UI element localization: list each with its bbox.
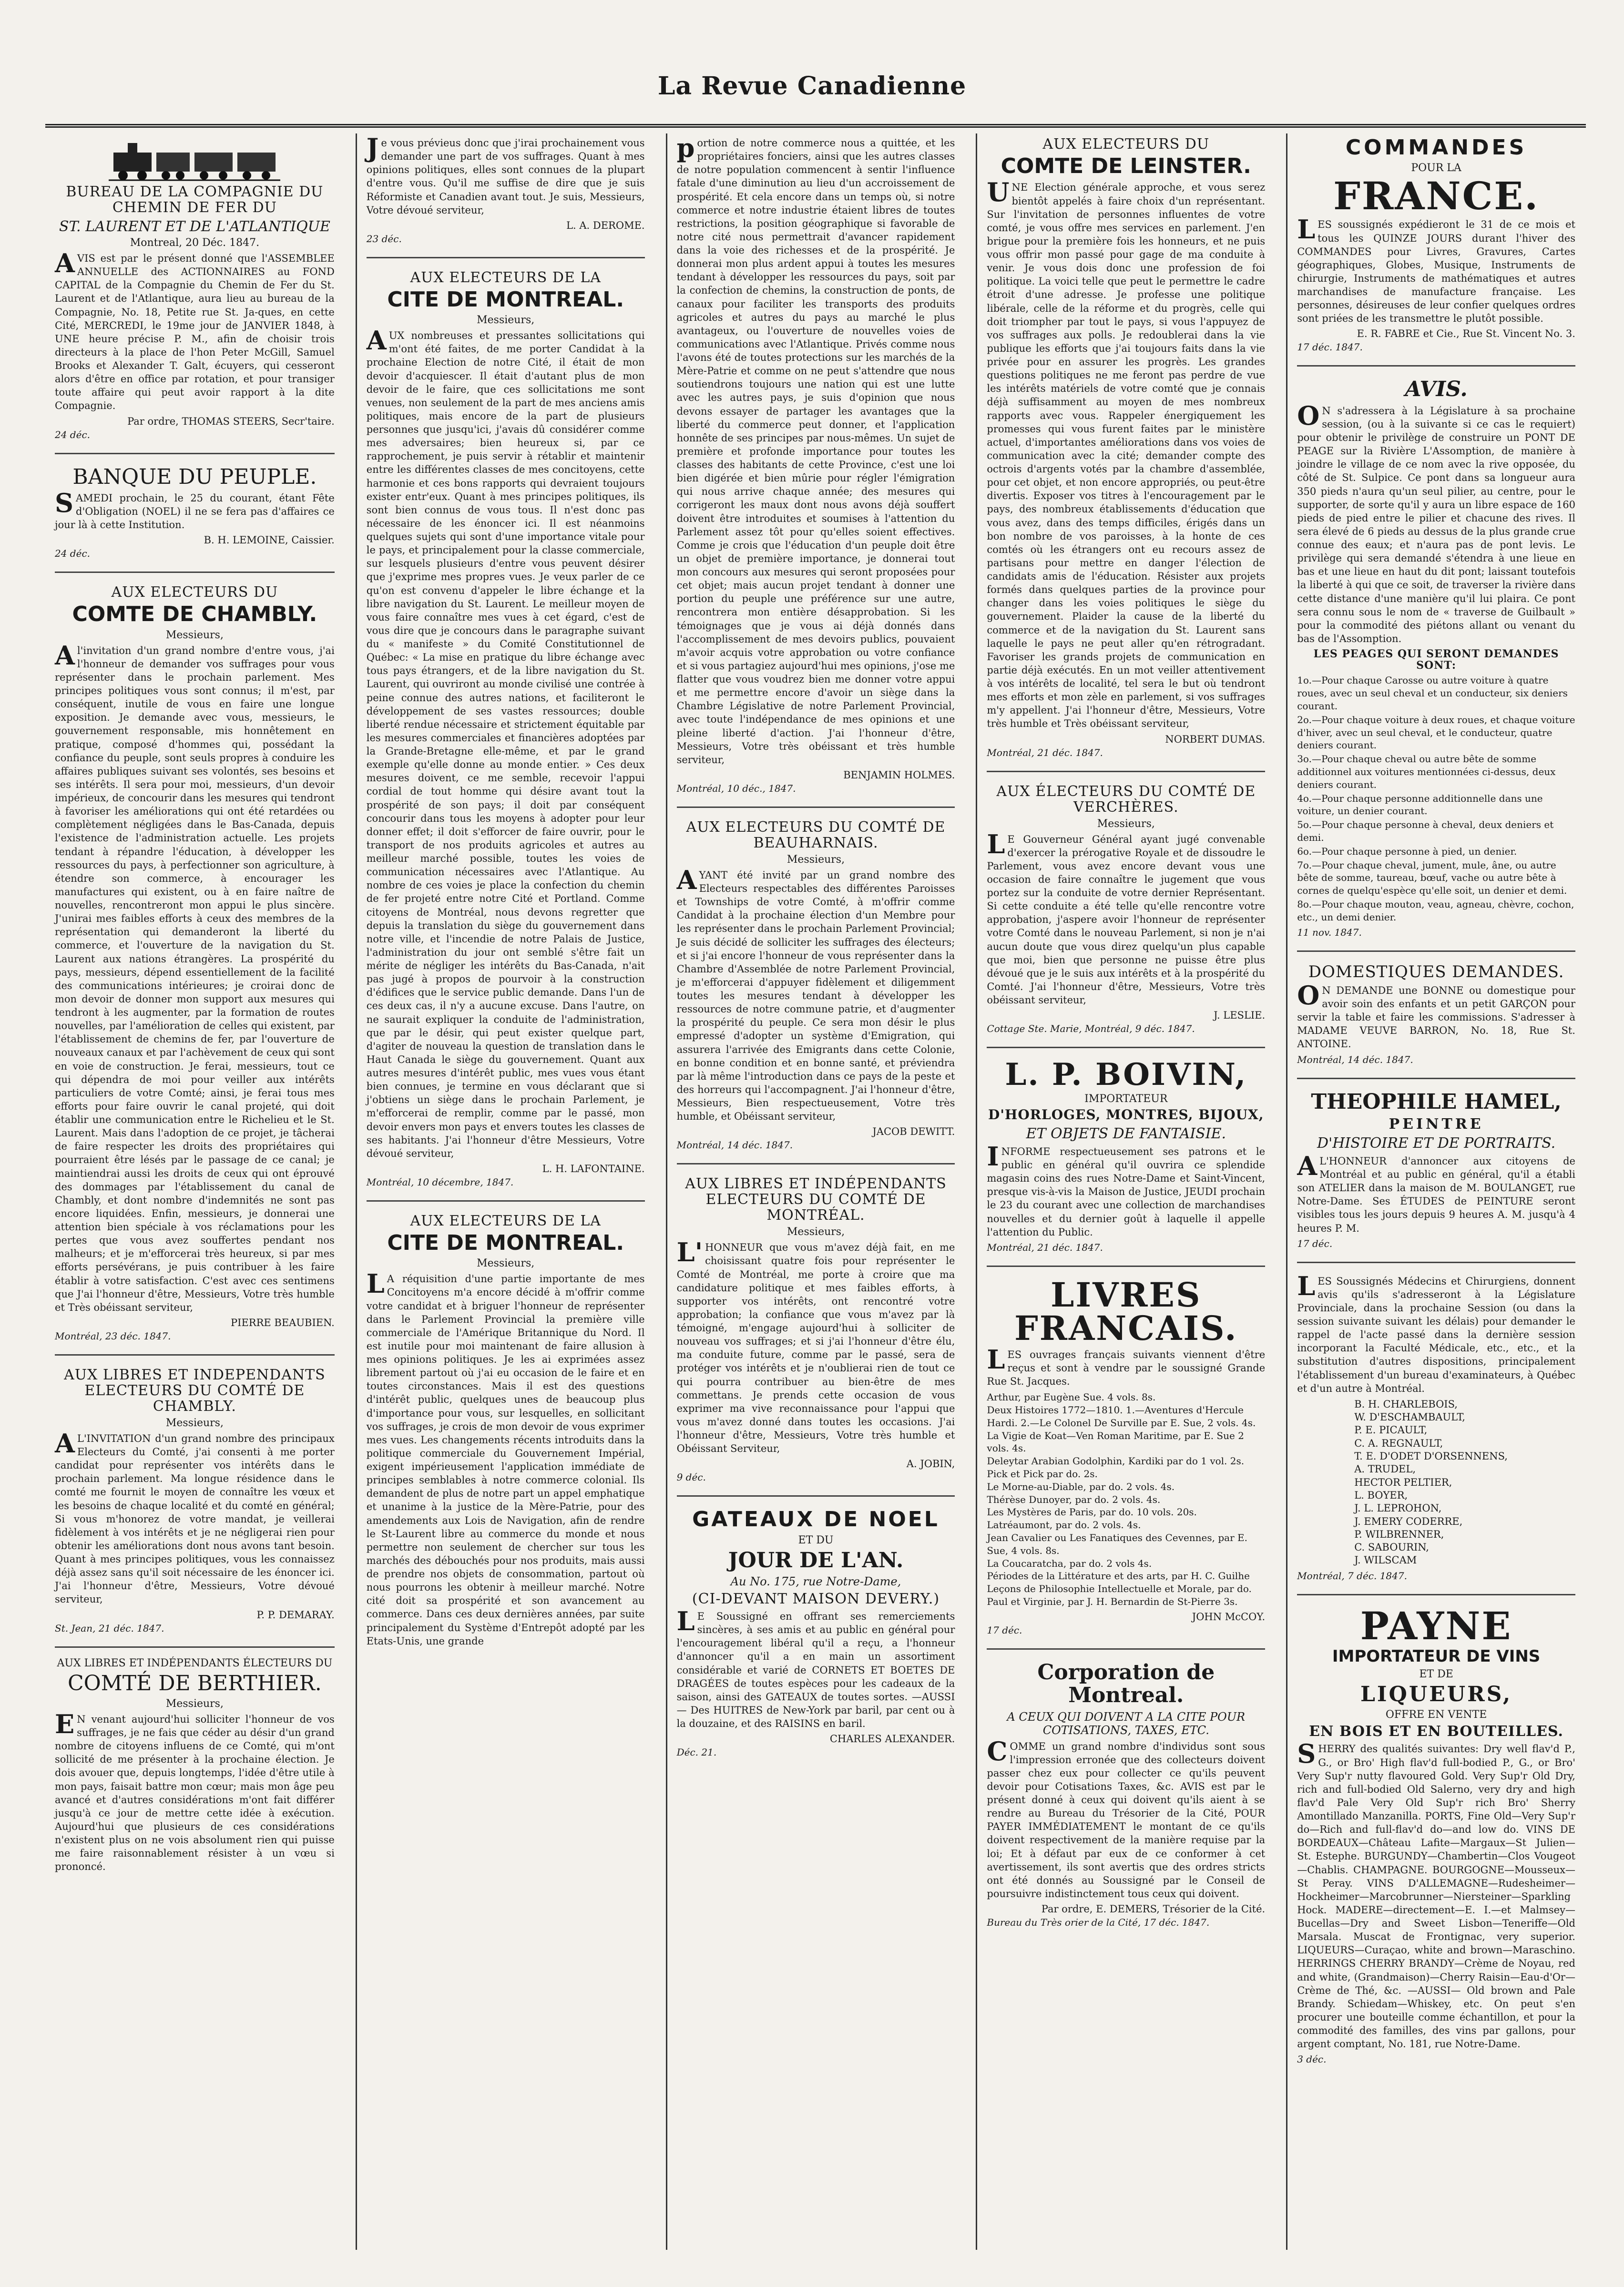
list-item: HECTOR PELTIER,	[1354, 1476, 1452, 1488]
list-item: 5o.—Pour chaque personne à cheval, deux deniers et demi.	[1297, 819, 1554, 843]
hamel-body: AL'HONNEUR d'annoncer aux citoyens de Montréal et au public en général, qu'il a établi son ATELIER dans la maison de M. BOULANGET, rue Notre-Dame. Ses ÉTUDES de PEINTURE seront visibles tous les jours depuis 9 heures A. M. jusqu'à 4 heures P. M.	[1297, 1150, 1575, 1234]
berthier-pre: AUX LIBRES ET INDÉPENDANTS ÉLECTEURS DU	[57, 1657, 333, 1669]
berthier-body: EN venant aujourd'hui solliciter l'honneur de vos suffrages, je ne fais que céder au désir d'un grand nombre de citoyens influens de ce Comté, qui m'ont sollicité de me présenter à la prochaine élection. Je dois avouer que, depuis longtemps, l'idée d'être utile à mon pays, faisait battre mon cœur; mais mon âge peu avancé et d'autres considérations m'ont fait différer jusqu'à ce jour de mettre cette idée à exécution. Aujourd'hui que plusieurs de ces considérations n'existent plus on ne vois absolument rien qui puisse me faire raisonnablement résister à un vœu si prononcé.	[55, 1708, 335, 1873]
article-gateaux	[677, 1495, 955, 1758]
list-item: C. SABOURIN,	[1354, 1542, 1429, 1553]
commandes-title2: FRANCE.	[1333, 174, 1540, 219]
boivin-italic: ET OBJETS DE FANTAISIE.	[1026, 1125, 1226, 1142]
list-item: Les Mystères de Paris, par do. 10 vols. 20s.	[987, 1506, 1197, 1518]
beauharnais-body: AYANT été invité par un grand nombre des Electeurs respectables des différentes Paroisses et Townships de votre Comté, à m'offrir comme Candidat à la prochaine élection d'un Membre pour les représenter dans le prochain Parlement Provincial; Je suis décidé de solliciter les suffrages des électeurs; et si j'ai encore l'honneur de vous représenter dans la Chambre d'Assemblée de notre Parlement Provincial, je m'efforcerai d'appuyer fidèlement et diligemment toutes les mesures tendant à développer les ressources de notre commune patrie, et d'augmenter la prospérité du peuple. Ce sera mon désir le plus empressé d'adopter un système d'Emigration, qui assurera l'arrivée des Emigrants dans cette Colonie, en bonne condition et en bonne santé, et préviendra par là même l'introduction dans ce pays de la peste et des horreurs qui l'accompagnent. J'ai l'honneur d'être, Messieurs, Bien respectueusement, Votre très humble, et Obéissant serviteur,	[676, 864, 955, 1123]
gateaux-body: LE Soussigné en offrant ses remerciements sincères, à ses amis et au public en général pour l'encouragement libéral qu'il a reçu, a l'honneur d'annoncer qu'il a en main un assortiment considérable et varié de CORNETS ET BOETES DE DRAGÉES de toutes espèces pour les cadeaux de la saison, ainsi des GATEAUX de toutes sortes. —AUSSI— Des HUITRES de New-York par baril, par cent ou à la douzaine, et des RAISINS en baril.	[676, 1606, 955, 1730]
corporation-signature: Par ordre, E. DEMERS, Trésorier de la Cité.	[1041, 1903, 1266, 1915]
chemin-date: 24 déc.	[55, 429, 91, 440]
montreal3-signature: A. JOBIN,	[906, 1458, 955, 1470]
corporation-title: Corporation de Montreal.	[1037, 1660, 1215, 1708]
payne-date: 3 déc.	[1297, 2053, 1327, 2065]
vercheres-salut: Messieurs,	[1097, 817, 1155, 830]
payne-sub: IMPORTATEUR DE VINS	[1332, 1646, 1541, 1666]
article-beauharnais	[677, 807, 955, 1151]
payne-body: SHERRY des qualités suivantes: Dry well flav'd P., G., or Bro' High flav'd full-bodied P., G., or Bro' Very Sup'r nutty flavoured Gold. Very Sup'r Old Dry, rich and full-bodied Old Salerno, very dry and high flav'd Pale Very Old Sup'r rich Bro' Sherry Amontillado Manzanilla. PORTS, Fine Old—Very Sup'r do—Rich and full-flav'd do—and low do. VINS DE BORDEAUX—Château Lafite—Margaux—St Julien—St. Estephe. BURGUNDY—Chambertin—Clos Vougeot—Chablis. CHAMPAGNE. BOURGOGNE—Mousseux—St Peray. VINS D'ALLEMAGNE—Rudesheimer—Hockheimer—Marcobrunner—Niersteiner—Sparkling Hock. MADERE—directement—E. I.—et Malmsey—Bucellas—Dry and Sweet Lisbon—Teneriffe—Old Marsala. Muscat de Frontignac, very superior. LIQUEURS—Curaçao, white and brown—Maraschino. HERRINGS CHERRY BRANDY—Crème de Noyau, red and white, (Grandmaison)—Cherry Raisin—Eau-d'Or—Crème de Thé, &c. —AUSSI— Old brown and Pale Brandy. Schiedam—Whiskey, etc. On peut s'en procurer une bouteille comme échantillon, et pour la commodité des familles, des vins par gallons, pour argent comptant, No. 181, rue Notre-Dame.	[1297, 1738, 1575, 2050]
chambly-pre: AUX ELECTEURS DU	[111, 584, 278, 601]
newspaper-columns	[45, 133, 1585, 2250]
derome-date: 23 déc.	[366, 233, 402, 245]
derome-body: Je vous prévieus donc que j'irai prochainement vous demander une part de vos suffrages. Quant à mes opinions politiques, elles sont connues de la plupart d'entre vous. Qu'il me suffise de dire que je suis Réformiste et Canadien avant tout. Je suis, Messieurs, Votre dévoué serviteur,	[366, 133, 645, 216]
gateaux-signature: CHARLES ALEXANDER.	[829, 1733, 955, 1745]
livres-title: LIVRES FRANCAIS.	[1014, 1275, 1238, 1348]
chemin-dateline: Montreal, 20 Déc. 1847.	[130, 237, 260, 249]
list-item: Paul et Virginie, par J. H. Bernardin de St-Pierre 3s.	[987, 1595, 1238, 1607]
list-item: P. E. PICAULT,	[1354, 1424, 1428, 1436]
list-item: Jean Cavalier ou Les Fanatiques des Cevennes, par E. Sue, 4 vols. 8s.	[987, 1531, 1247, 1556]
holmes-date: Montréal, 10 déc., 1847.	[676, 782, 796, 794]
chemin-subtitle: ST. LAURENT ET DE L'ATLANTIQUE	[59, 218, 330, 235]
montreal1-salut: Messieurs,	[477, 314, 535, 327]
livres-body: LES ouvrages français suivants viennent d'être reçus et sont à vendre par le soussigné Grande Rue St. Jacques.	[987, 1344, 1266, 1388]
montreal3-salut: Messieurs,	[786, 1226, 845, 1238]
berthier-salut: Messieurs,	[165, 1697, 224, 1710]
gateaux-address: Au No. 175, rue Notre-Dame,	[730, 1575, 901, 1589]
list-item: Thérèse Dunoyer, par do. 2 vols. 4s.	[987, 1493, 1161, 1505]
column-3	[666, 133, 965, 2250]
boivin-sub: IMPORTATEUR	[1084, 1093, 1168, 1105]
montreal1-date: Montréal, 10 décembre, 1847.	[366, 1176, 514, 1188]
montreal1-body: AUX nombreuses et pressantes sollicitations qui m'ont été faites, de me porter Candidat à la prochaine Election de notre Cité, il était de mon devoir d'acquiescer. Il était d'autant plus de mon devoir de le faire, que ces sollicitations me sont venues, non seulement de la part de mes anciens amis politiques, mais encore de la part de plusieurs personnes que jusqu'ici, j'avais dû considérer comme mes adversaires; bien heureux si, par ce rapprochement, je puis servir à rétablir et maintenir entre les différentes classes de mes concitoyens, cette harmonie et ces bons rapports qui devraient toujours exister entr'eux. Quant à mes principes politiques, ils sont bien connus de vous tous. Il n'est donc pas nécessaire de les énoncer ici. Il est néanmoins quelques sujets qui sont d'une importance vitale pour le pays, et principalement pour la classe commerciale, sur lesquels plusieurs d'entre vous peuvent désirer que j'exprime mes propres vues. Je veux parler de ce qu'on est convenu d'appeler le libre échange et la libre navigation du St. Laurent. Le meilleur moyen de vous faire connaître mes vues à cet égard, c'est de vous dire que je concours dans le paragraphe suivant du « manifeste » du Comité Constitutionnel de Québec: « La mise en pratique du libre échange avec tous pays étrangers, et de la libre navigation du St. Laurent, qui ouvriront au monde civilisé une contrée à peine connue des autres nations, et faciliteront le développement de ses vastes ressources; double liberté rendue nécessaire et strictement équitable par les mesures commerciales et financières adoptées par la Grande-Bretagne elle-même, et par le grand exemple qu'elle donne au monde entier. » Ces deux mesures doivent, ce me semble, recevoir l'appui cordial de tout homme qui désire avant tout la prospérité de son pays; il doit par conséquent concourir dans tous les moyens à adopter pour leur donner effet; il doit s'efforcer de faire ouvrir, pour le transport de nos produits agricoles et autres au meilleur marché possible, toutes les voies de communication nécessaires avec l'Atlantique. Au nombre de ces voies je place la confection du chemin de fer projeté entre notre Cité et Portland. Comme citoyens de Montréal, nous devons regretter que depuis la translation du siège du gouvernement dans notre ville, et l'incendie de notre Palais de Justice, l'administration du jour ont semblé s'être fait un mérite de négliger les intérêts du Bas-Canada, n'ait pas jugé à propos de pourvoir à la construction d'édifices que le service public demande. Dans l'un de ces deux cas, il n'y a aucune excuse. Dans l'autre, on ne saurait expliquer la conduite de l'administration, que par le désir, qui peut exister quelque part, d'agiter de nouveau la question de translation dans le Haut Canada le siège du gouvernement. Quant aux autres mesures d'intérêt public, mes vues vous étant bien connues, je termine en vous déclarant que si j'obtiens un siège dans le prochain Parlement, je m'efforcerai de remplir, comme par le passé, mon devoir envers mon pays et envers toutes les classes de ses habitants. J'ai l'honneur d'être Messieurs, Votre dévoué serviteur,	[366, 325, 645, 1159]
peages-list	[1297, 674, 1575, 923]
chambly2-body: AL'INVITATION d'un grand nombre des principaux Electeurs du Comté, j'ai consenti à me porter candidat pour représenter vos intérêts dans le prochain parlement. Ma longue résidence dans le comté me fournit le moyen de connaître les vœux et les besoins de chaque localité et du comté en général; Si vous m'honorez de votre mandat, je veillerai fidèlement à vos intérêts et je ne négligerai rien pour obtenir les améliorations dont nous avons tant besoin. Quant à mes principes politiques, vous les connaissez déjà assez sans qu'il soit nécessaire de les énoncer ici. J'ai l'honneur d'être, Messieurs, Votre dévoué serviteur,	[55, 1428, 335, 1605]
leinster-date: Montréal, 21 déc. 1847.	[987, 746, 1103, 758]
article-chambly	[55, 572, 335, 1342]
chambly2-signature: P. P. DEMARAY.	[256, 1609, 335, 1621]
hamel-title: THEOPHILE HAMEL,	[1311, 1089, 1562, 1114]
list-item: 2o.—Pour chaque voiture à deux roues, et chaque voiture d'hiver, avec un seul cheval, et le conducteur, quatre deniers courant.	[1297, 714, 1575, 751]
montreal3-date: 9 déc.	[676, 1471, 706, 1483]
chambly-salut: Messieurs,	[165, 629, 224, 641]
leinster-body: UNE Election générale approche, et vous serez bientôt appelés à faire choix d'un représentant. Sur l'invitation de personnes influentes de votre comté, je vous offre mes services en parlement. J'en brigue pour la première fois les honneurs, et ne puis vous offrir mon passé pour gage de ma conduite à venir. Je vous dois donc une profession de foi politique. La voici telle que peut le permettre le cadre étroit d'une adresse. Je professe une politique libérale, celle de la réforme et du progrès, celle qui doit triompher par tout le pays, si vous l'appuyez de vos suffrages aux polls. Je redoublerai dans la vie publique les efforts que j'ai toujours faits dans la vie privée pour en assurer les progrès. Les grandes questions politiques ne me feront pas perdre de vue les intérêts matériels de votre comté que je connais déjà suffisamment au moyen de mes nombreux rapports avec vous. Rappeler énergiquement les promesses qui vous furent faites par le ministère actuel, d'importantes améliorations dans vos voies de communication avec la cité; demander compte des octrois d'argents votés par la chambre d'assemblée, pour cet objet, et non encore appropriés, ou peut-être divertis. Exposer vos titres à l'encouragement par le pays, des nombreux établissements d'éducation que vous avez, dans des temps difficiles, érigés dans un bon nombre de vos paroisses, à la honte de ces comtés où les étrangers ont eu recours assez de partisans pour mettre en danger l'élection de candidats amis de l'éducation. Résister aux projets formés dans quelques parties de la province pour changer dans les voies politiques le siège du gouvernement. Plaider la cause de la liberté du commerce et de la navigation du St. Laurent sans laquelle le pays ne peut aller qu'en rétrogradant. Favoriser les grands projets de communication en partie déjà exécutés. En un mot veiller attentivement à vos intérêts de localité, tel sera le but où tendront mes efforts et mon zèle en parlement, si vos suffrages m'y appellent. J'ai l'honneur d'être, Messieurs, Votre très humble et Très obéissant serviteur,	[987, 177, 1266, 730]
banque-date: 24 déc.	[55, 548, 91, 560]
article-chambly-2	[55, 1354, 335, 1634]
article-chemin-de-fer	[55, 138, 335, 440]
article-leinster	[987, 136, 1265, 758]
commandes-title: COMMANDES	[1345, 135, 1527, 160]
montreal2-body: LA réquisition d'une partie importante de mes Concitoyens m'a encore décidé à m'offrir comme votre candidat et à briguer l'honneur de représenter dans le Parlement Provincial la première ville commerciale de l'Amérique Britannique du Nord. Il est inutile pour moi maintenant de faire allusion à mes opinions politiques. Je les ai exprimées assez librement partout où j'ai eu occasion de le faire et en toutes circonstances. Mais il est des questions d'intérêt public, quelques unes de beaucoup plus d'importance pour vous, sur lesquelles, en sollicitant vos suffrages, je crois de mon devoir de vous exprimer mes vues. Les changements récents introduits dans la politique commerciale du Gouvernement Impérial, exigent impérieusement l'application immédiate de principes semblables à notre commerce colonial. Ils demandent de plus de notre part un appel emphatique et unanime à la justice de la Mère-Patrie, pour des amendements aux Lois de Navigation, afin de rendre le St-Laurent libre au commerce du monde et nous permettre non seulement de chercher sur tous les marchés des débouchés pour nos produits, mais aussi de prendre nos objets de consommation, partout où nous pourrons les obtenir à meilleur marché. Notre cité doit sa prospérité et son avancement au commerce. Dans ces deux dernières années, par suite principalement du Système d'Entrepôt adopté par les Etats-Unis, une grande	[366, 1268, 645, 1647]
medecins-body: LES Soussignés Médecins et Chirurgiens, donnent avis qu'ils s'adresseront à la Législature Provinciale, dans la prochaine Session (ou dans la session suivante suivant les délais) pour demander le rappel de l'acte passé dans la dernière session incorporant la Faculté Médicale, etc., etc., et la substitution d'autres dispositions, principalement l'établissement d'un bureau d'examinateurs, à Québec et d'un autre à Montréal.	[1297, 1270, 1575, 1394]
commandes-mid: POUR LA	[1411, 162, 1461, 174]
banque-signature: B. H. LEMOINE, Caissier.	[204, 534, 335, 546]
chambly2-title: AUX LIBRES ET INDEPENDANTS ELECTEURS DU COMTÉ DE CHAMBLY.	[64, 1366, 326, 1415]
beauharnais-signature: JACOB DEWITT.	[872, 1126, 955, 1138]
avis-body: ON s'adressera à la Législature à sa prochaine session, (ou à la suivante si ce cas le requiert) pour obtenir le privilège de construire un PONT DE PEAGE sur la Rivière L'Assomption, de manière à joindre le village de ce nom avec la rive opposée, du côté de St. Sulpice. Ce pont dans sa longueur aura 350 pieds n'aura qu'un seul pilier, au centre, pour le supporter, de sorte qu'il y aura un libre espace de 160 pieds de pied entre le pilier et chacune des rives. Il sera élevé de 6 pieds au dessus de la plus grande crue connue des eaux; et n'aura pas de pont levis. Le privilège qui sera demandé s'étendra à une lieue en bas et une lieue en haut du dit pont; laissant toutefois la liberté à qui que ce soit, de traverser la rivière dans cette distance d'une manière qu'il lui plaira. Ce pont sera connu sous le nom de « traverse de Guilbault » pour la commodité des piétons allant ou venant du bas de l'Assomption.	[1297, 400, 1575, 644]
payne-sub2: EN BOIS ET EN BOUTEILLES.	[1309, 1723, 1563, 1740]
hamel-date: 17 déc.	[1297, 1237, 1333, 1249]
montreal3-title: AUX LIBRES ET INDÉPENDANTS ELECTEURS DU COMTÉ DE MONTRÉAL.	[685, 1175, 947, 1224]
vercheres-date: Cottage Ste. Marie, Montréal, 9 déc. 1847.	[987, 1023, 1195, 1035]
vercheres-body: LE Gouverneur Général ayant jugé convenable d'exercer la prérogative Royale et de dissoudre le Parlement, vous avez encore devant vous une occasion de faire connaître le jugement que vous portez sur la conduite de votre dernier Représentant. Si cette conduite a été telle qu'elle rencontre votre approbation, j'aspere avoir l'honneur de représenter votre Comté dans le nouveau Parlement, si non je n'ai aucun doute que vous direz quelqu'un plus capable que moi, bien que personne ne puisse être plus dévoué que je le suis aux intérêts et à la prospérité du Comté. J'ai l'honneur d'être, Messieurs, Votre très obéissant serviteur,	[987, 828, 1266, 1006]
list-item: Le Morne-au-Diable, par do. 2 vols. 4s.	[987, 1480, 1175, 1492]
corporation-date: Bureau du Très orier de la Cité, 17 déc. 1847.	[987, 1917, 1210, 1929]
chemin-signature: Par ordre, THOMAS STEERS, Secr'taire.	[127, 415, 335, 427]
holmes-signature: BENJAMIN HOLMES.	[843, 769, 955, 781]
gateaux-mid: ET DU	[798, 1534, 834, 1546]
montreal2-pre: AUX ELECTEURS DE LA	[410, 1212, 601, 1229]
list-item: C. A. REGNAULT,	[1354, 1437, 1443, 1449]
list-item: 1o.—Pour chaque Carosse ou autre voiture à quatre roues, avec un seul cheval et un conducteur, six deniers courant.	[1297, 674, 1568, 712]
article-derome	[366, 133, 645, 245]
montreal1-signature: L. H. LAFONTAINE.	[542, 1163, 645, 1174]
chambly-title: COMTE DE CHAMBLY.	[72, 602, 317, 627]
payne-mid: ET DE	[1419, 1668, 1453, 1681]
article-corporation	[987, 1648, 1265, 1928]
gateaux-former: (CI-DEVANT MAISON DEVERY.)	[692, 1591, 940, 1608]
list-item: B. H. CHARLEBOIS,	[1354, 1398, 1458, 1410]
montreal3-body: L'HONNEUR que vous m'avez déjà fait, en me choisissant quatre fois pour représenter le Comté de Montréal, me porte à croire que ma candidature politique et mes faibles efforts, à supporter vos intérêts, ont rencontré votre approbation; la confiance que vous m'avez par là témoigné, m'engage aujourd'hui à solliciter de nouveau vos suffrages; et si j'ai l'honneur d'être élu, ma conduite future, comme par le passé, sera de protéger vos intérêts et je n'oublierai rien de tout ce qui pourra contribuer au bien-être de mes commettans. Je prends cette occasion de vous exprimer ma vive reconnaissance pour l'appui que vous m'avez donné dans toutes les occasions. J'ai l'honneur d'être, Messieurs, Votre très humble et Obéissant Serviteur,	[676, 1237, 955, 1455]
list-item: 7o.—Pour chaque cheval, jument, mule, âne, ou autre bête de somme, taureau, bœuf, vache ou autre bête à cornes de quelqu'espèce qu'elle soit, un denier et demi.	[1297, 859, 1567, 897]
list-item: 8o.—Pour chaque mouton, veau, agneau, chèvre, cochon, etc., un demi denier.	[1297, 898, 1574, 923]
commandes-body: LES soussignés expédieront le 31 de ce mois et tous les QUINZE JOURS durant l'hiver des COMMANDES pour Livres, Gravures, Cartes géographiques, Globes, Musique, Instruments de chirurgie, Instruments de mathématiques et autres marchandises de manufacture française. Les personnes, désireuses de leur confier quelques ordres sont priées de les transmettre le plutôt possible.	[1297, 214, 1575, 325]
hamel-sub: PEINTRE	[1389, 1115, 1484, 1133]
avis-date: 11 nov. 1847.	[1297, 926, 1362, 938]
gateaux-title2: JOUR DE L'AN.	[728, 1548, 904, 1572]
list-item: Pick et Pick par do. 2s.	[987, 1468, 1098, 1480]
list-item: Arthur, par Eugène Sue. 4 vols. 8s.	[987, 1391, 1156, 1403]
article-montreal-holmes	[367, 1200, 645, 1648]
berthier-title: COMTÉ DE BERTHIER.	[68, 1671, 322, 1695]
column-1	[45, 133, 344, 2250]
masthead: La Revue Canadienne	[657, 71, 967, 101]
column-2	[356, 133, 654, 2250]
chambly2-date: St. Jean, 21 déc. 1847.	[55, 1622, 164, 1634]
list-item: J. L. LEPROHON,	[1354, 1502, 1442, 1514]
vercheres-title: AUX ÉLECTEURS DU COMTÉ DE VERCHÈRES.	[996, 783, 1256, 816]
leinster-pre: AUX ELECTEURS DU	[1042, 136, 1210, 153]
article-montreal-lafontaine	[367, 257, 645, 1188]
domestiques-body: ON DEMANDE une BONNE ou domestique pour avoir soin des enfants et un petit GARÇON pour servir la table et faire les commissions. S'adresser à MADAME VEUVE BARRON, No. 18, Rue St. ANTOINE.	[1297, 980, 1575, 1050]
leinster-signature: NORBERT DUMAS.	[1165, 733, 1266, 745]
avis-title: AVIS.	[1405, 377, 1468, 402]
article-holmes-cont	[676, 133, 955, 794]
payne-title2: LIQUEURS,	[1360, 1682, 1512, 1707]
corporation-body: COMME un grand nombre d'individus sont sous l'impression erronée que des collecteurs doivent passer chez eux pour collecter ce qu'ils peuvent devoir pour Cotisations Taxes, &c. AVIS est par le présent donné à ceux qui doivent qu'ils aient à se rendre au Bureau du Trésorier de la Cité, POUR PAYER IMMÉDIATEMENT le montant de ce qu'ils doivent respectivement de la manière requise par la loi; Et à défaut par eux de ce conformer à cet avertissement, ils sont avertis que des ordres stricts ont été donnés au Soussigné par le Conseil de poursuivre indistinctement tous ceux qui doivent.	[987, 1736, 1266, 1899]
corporation-italic: A CEUX QUI DOIVENT A LA CITE POUR COTISATIONS, TAXES, ETC.	[1007, 1710, 1246, 1737]
list-item: A. TRUDEL,	[1354, 1463, 1416, 1475]
list-item: T. E. D'ODET D'ORSENNENS,	[1354, 1450, 1508, 1462]
masthead-rule	[45, 124, 1586, 128]
boivin-title2: D'HORLOGES, MONTRES, BIJOUX,	[988, 1107, 1264, 1123]
domestiques-date: Montréal, 14 déc. 1847.	[1297, 1053, 1413, 1065]
article-boivin	[987, 1047, 1265, 1253]
beauharnais-title: AUX ELECTEURS DU COMTÉ DE BEAUHARNAIS.	[686, 818, 946, 851]
article-medecins	[1297, 1262, 1575, 1582]
article-banque	[55, 453, 335, 560]
article-vercheres	[987, 771, 1265, 1035]
montreal1-title: CITE DE MONTREAL.	[387, 287, 624, 312]
list-item: W. D'ESCHAMBAULT,	[1354, 1411, 1465, 1423]
gateaux-title: GATEAUX DE NOEL	[692, 1507, 940, 1532]
boivin-body: INFORME respectueusement ses patrons et le public en général qu'il ouvrira ce splendide magasin coins des rues Notre-Dame et Saint-Vincent, presque vis-à-vis la Maison de Justice, JEUDI prochain le 23 du courant avec une collection de marchandises nouvelles et du dernier goût à laquelle il appelle l'attention du Public.	[987, 1141, 1266, 1238]
chemin-body: AVIS est par le présent donné que l'ASSEMBLEE ANNUELLE des ACTIONNAIRES au FOND CAPITAL de la Compagnie du Chemin de Fer du St. Laurent et de l'Atlantique, aura lieu au bureau de la Compagnie, No. 18, Petite rue St. Ja-ques, en cette Cité, MERCREDI, le 19me jour de JANVIER 1848, à UNE heure précise P. M., afin de choisir trois directeurs à la place de l'hon Peter McGill, Samuel Brooks et Alexander T. Galt, écuyers, qui cesseront alors d'être en office par rotation, et pour transiger toute affaire qui peut avoir rapport à la dite Compagnie.	[55, 248, 335, 412]
list-item: J. EMERY CODERRE,	[1354, 1515, 1463, 1527]
article-avis-pont	[1297, 365, 1575, 938]
montreal1-pre: AUX ELECTEURS DE LA	[410, 269, 601, 286]
list-item: Deux Histoires 1772—1810. 1.—Aventures d'Hercule Hardi. 2.—Le Colonel De Surville par E. Sue, 2 vols. 4s.	[987, 1404, 1256, 1429]
chemin-title: BUREAU DE LA COMPAGNIE DU CHEMIN DE FER DU	[66, 184, 324, 216]
article-payne	[1297, 1594, 1575, 2065]
list-item: P. WILBRENNER,	[1354, 1528, 1444, 1540]
list-item: 4o.—Pour chaque personne additionnelle dans une voiture, un denier courant.	[1297, 792, 1543, 817]
medecins-names	[1354, 1398, 1575, 1567]
avis-subhead: LES PEAGES QUI SERONT DEMANDES SONT:	[1313, 648, 1559, 672]
list-item: Latréaumont, par do. 2 vols. 4s.	[987, 1519, 1141, 1531]
holmes-body: portion de notre commerce nous a quittée, et les propriétaires fonciers, ainsi que les autres classes de notre population commencent à sentir l'influence fatale d'une diminution au lieu d'un accroissement de prospérité. Et cela encore dans un temps où, si notre commerce et notre industrie étaient libres de toutes restrictions, la position géographique si favorable de notre cité nous permettrait d'avancer rapidement dans la voie des richesses et de la prospérité. Je donnerai mon plus ardent appui à toutes les mesures tendant à développer les ressources du pays, soit par la confection de chemins, la construction de ponts, de canaux pour faciliter les transports des produits agricoles et autres du pays au marché le plus avantageux, ou l'ouverture de nouvelles voies de communications avec l'Atlantique. Privés comme nous l'avons été de toutes protections sur les marchés de la Mère-Patrie et comme on ne peut s'attendre que nous soutiendrons toujours une nation qui est une lutte avec les autres pays, je suis d'opinion que nous devons essayer de partager les avantages que la liberté du commerce peut donner, et l'application honnête de ses principes par nous-mêmes. Un sujet de première et profonde importance pour toutes les classes des habitants de cette Province, c'est une loi bien digérée et bien mûrie pour régler l'émigration qui nous arrive chaque année; des mesures qui corrigeront les maux dont nous avons déjà souffert doivent être introduites et soumises à l'attention du Parlement assez tôt pour qu'elles soient effectives. Comme je crois que l'éducation d'un peuple doit être un objet de première importance, je donnerai tout mon concours aux mesures qui seront proposées pour cet objet; mais aucun projet tendant à donner une portion du peuple une préférence sur une autre, rencontrera mon entière désapprobation. Si les témoignages que je vous ai déjà donnés dans l'accomplissement de mes devoirs publics, pouvaient m'avoir acquis votre approbation ou votre confiance et si vous partagiez aujourd'hui mes opinions, j'ose me flatter que vous voudrez bien me donner votre appui et me permettre encore d'avoir un siège dans la Chambre Législative de notre Parlement Provincial, avec toute l'indépendance de mes opinions et une pleine liberté d'action. J'ai l'honneur d'être, Messieurs, Votre très obéissant et très humble serviteur,	[676, 133, 955, 766]
list-item: La Coucaratcha, par do. 2 vols 4s.	[987, 1557, 1152, 1569]
banque-title: BANQUE DU PEUPLE.	[72, 464, 317, 489]
vercheres-signature: J. LESLIE.	[1214, 1010, 1266, 1021]
banque-body: SAMEDI prochain, le 25 du courant, étant Fête d'Obligation (NOEL) il ne se fera pas d'affaires ce jour là à cette Institution.	[55, 487, 335, 531]
boivin-date: Montréal, 21 déc. 1847.	[987, 1241, 1103, 1253]
list-item: Deleytar Arabian Godolphin, Kardiki par do 1 vol. 2s.	[987, 1455, 1245, 1467]
chambly2-salut: Messieurs,	[165, 1417, 224, 1429]
payne-title: PAYNE	[1360, 1603, 1512, 1648]
beauharnais-salut: Messieurs,	[786, 853, 845, 866]
livres-signature: JOHN McCOY.	[1192, 1611, 1266, 1623]
livres-date: 17 déc.	[987, 1624, 1022, 1636]
hamel-italic: D'HISTOIRE ET DE PORTRAITS.	[1317, 1134, 1556, 1152]
article-commandes	[1297, 136, 1575, 353]
derome-signature: L. A. DEROME.	[566, 219, 645, 231]
list-item: Leçons de Philosophie Intellectuelle et Morale, par do.	[987, 1583, 1252, 1595]
boivin-title: L. P. BOIVIN,	[1005, 1057, 1247, 1093]
montreal2-title: CITE DE MONTREAL.	[387, 1230, 624, 1255]
article-domestiques	[1297, 950, 1575, 1065]
list-item: 6o.—Pour chaque personne à pied, un denier.	[1297, 845, 1517, 857]
chambly-date: Montréal, 23 déc. 1847.	[55, 1330, 171, 1342]
list-item: La Vigie de Koat—Ven Roman Maritime, par E. Sue 2 vols. 4s.	[987, 1429, 1244, 1454]
article-livres	[987, 1266, 1265, 1636]
article-comte-montreal	[677, 1163, 955, 1483]
column-5	[1286, 133, 1585, 2250]
leinster-title: COMTE DE LEINSTER.	[1001, 154, 1251, 178]
list-item: J. WILSCAM	[1354, 1554, 1417, 1566]
medecins-date: Montréal, 7 déc. 1847.	[1297, 1570, 1407, 1582]
article-hamel	[1297, 1078, 1575, 1249]
livres-list	[987, 1391, 1265, 1608]
list-item: L. BOYER,	[1354, 1489, 1408, 1501]
article-berthier	[55, 1646, 335, 1874]
chambly-signature: PIERRE BEAUBIEN.	[231, 1317, 335, 1328]
train-icon	[109, 138, 280, 181]
domestiques-title: DOMESTIQUES DEMANDES.	[1308, 962, 1564, 981]
commandes-signature: E. R. FABRE et Cie., Rue St. Vincent No. 3.	[1357, 328, 1575, 340]
chambly-body: Al'invitation d'un grand nombre d'entre vous, j'ai l'honneur de demander vos suffrages pour vous représenter dans le prochain parlement. Mes principes politiques vous sont connus; il m'est, par conséquent, inutile de vous en faire une longue exposition. Je demande avec vous, messieurs, le gouvernement responsable, mis honnêtement en pratique, composé d'hommes qui, possédant la confiance du peuple, sont seuls propres à conduire les affaires publiques suivant ses volontés, ses besoins et ses intérêts. Il sera pour moi, messieurs, d'un devoir impérieux, de concourir dans les mesures qui tendront à favoriser les améliorations qui ont été retardées ou complètement négligées dans le Bas-Canada, depuis l'existence de l'administration actuelle. Les projets tendant à répandre l'éducation, à développer les ressources du pays, à perfectionner son agriculture, à étendre son commerce, à encourager les manufactures qui existent, ou à en faire naître de nouvelles, rencontreront mon appui le plus sincère. J'unirai mes faibles efforts à ceux des membres de la représentation qui demanderont la liberté du commerce, et l'ouverture de la navigation du St. Laurent aux nations étrangères. La prospérité du pays, messieurs, dépend essentiellement de la facilité des communications intérieures; je croirai donc de mon devoir de donner mon support aux mesures qui tendront à les augmenter, par la formation de routes nouvelles, par l'amélioration de celles qui existent, par l'établissement de chemins de fer, par l'ouverture de nouveaux canaux et par l'achèvement de ceux qui sont en voie de construction. Je ferai, messieurs, tout ce qui dépendra de moi pour veiller aux intérêts particuliers de votre Comté; ainsi, je ferai tous mes efforts pour faire ouvrir le canal projeté, qui doit établir une communication entre le Richelieu et le St. Laurent. Mais dans l'adoption de ce projet, je tâcherai de faire respecter les droits des propriétaires qui pourraient être lésés par le passage de ce canal; je maintiendrai aussi les droits de ceux qui ont éprouvé des dommages par l'établissement du canal de Chambly, et dont nombre d'indemnités ne sont pas encore liquidées. Enfin, messieurs, je donnerai une attention bien spéciale à vos réclamations pour les pertes que vous avez souffertes pendant nos malheurs; et je m'efforcerai très heureux, si par mes efforts persévérans, je puis contribuer à les faire établir à votre satisfaction. C'est avec ces sentimens que J'ai l'honneur d'être, Messieurs, Votre très humble et Très obéissant serviteur,	[55, 640, 335, 1313]
payne-small: OFFRE EN VENTE	[1385, 1709, 1487, 1721]
commandes-date: 17 déc. 1847.	[1297, 341, 1363, 353]
column-4	[976, 133, 1275, 2250]
montreal2-salut: Messieurs,	[477, 1257, 535, 1270]
gateaux-date: Déc. 21.	[676, 1746, 717, 1758]
list-item: 3o.—Pour chaque cheval ou autre bête de somme additionnel aux voitures mentionnées ci-dessus, deux deniers courant.	[1297, 753, 1556, 790]
beauharnais-date: Montréal, 14 déc. 1847.	[676, 1139, 793, 1151]
list-item: Périodes de la Littérature et des arts, par H. C. Guilhe	[987, 1570, 1250, 1582]
